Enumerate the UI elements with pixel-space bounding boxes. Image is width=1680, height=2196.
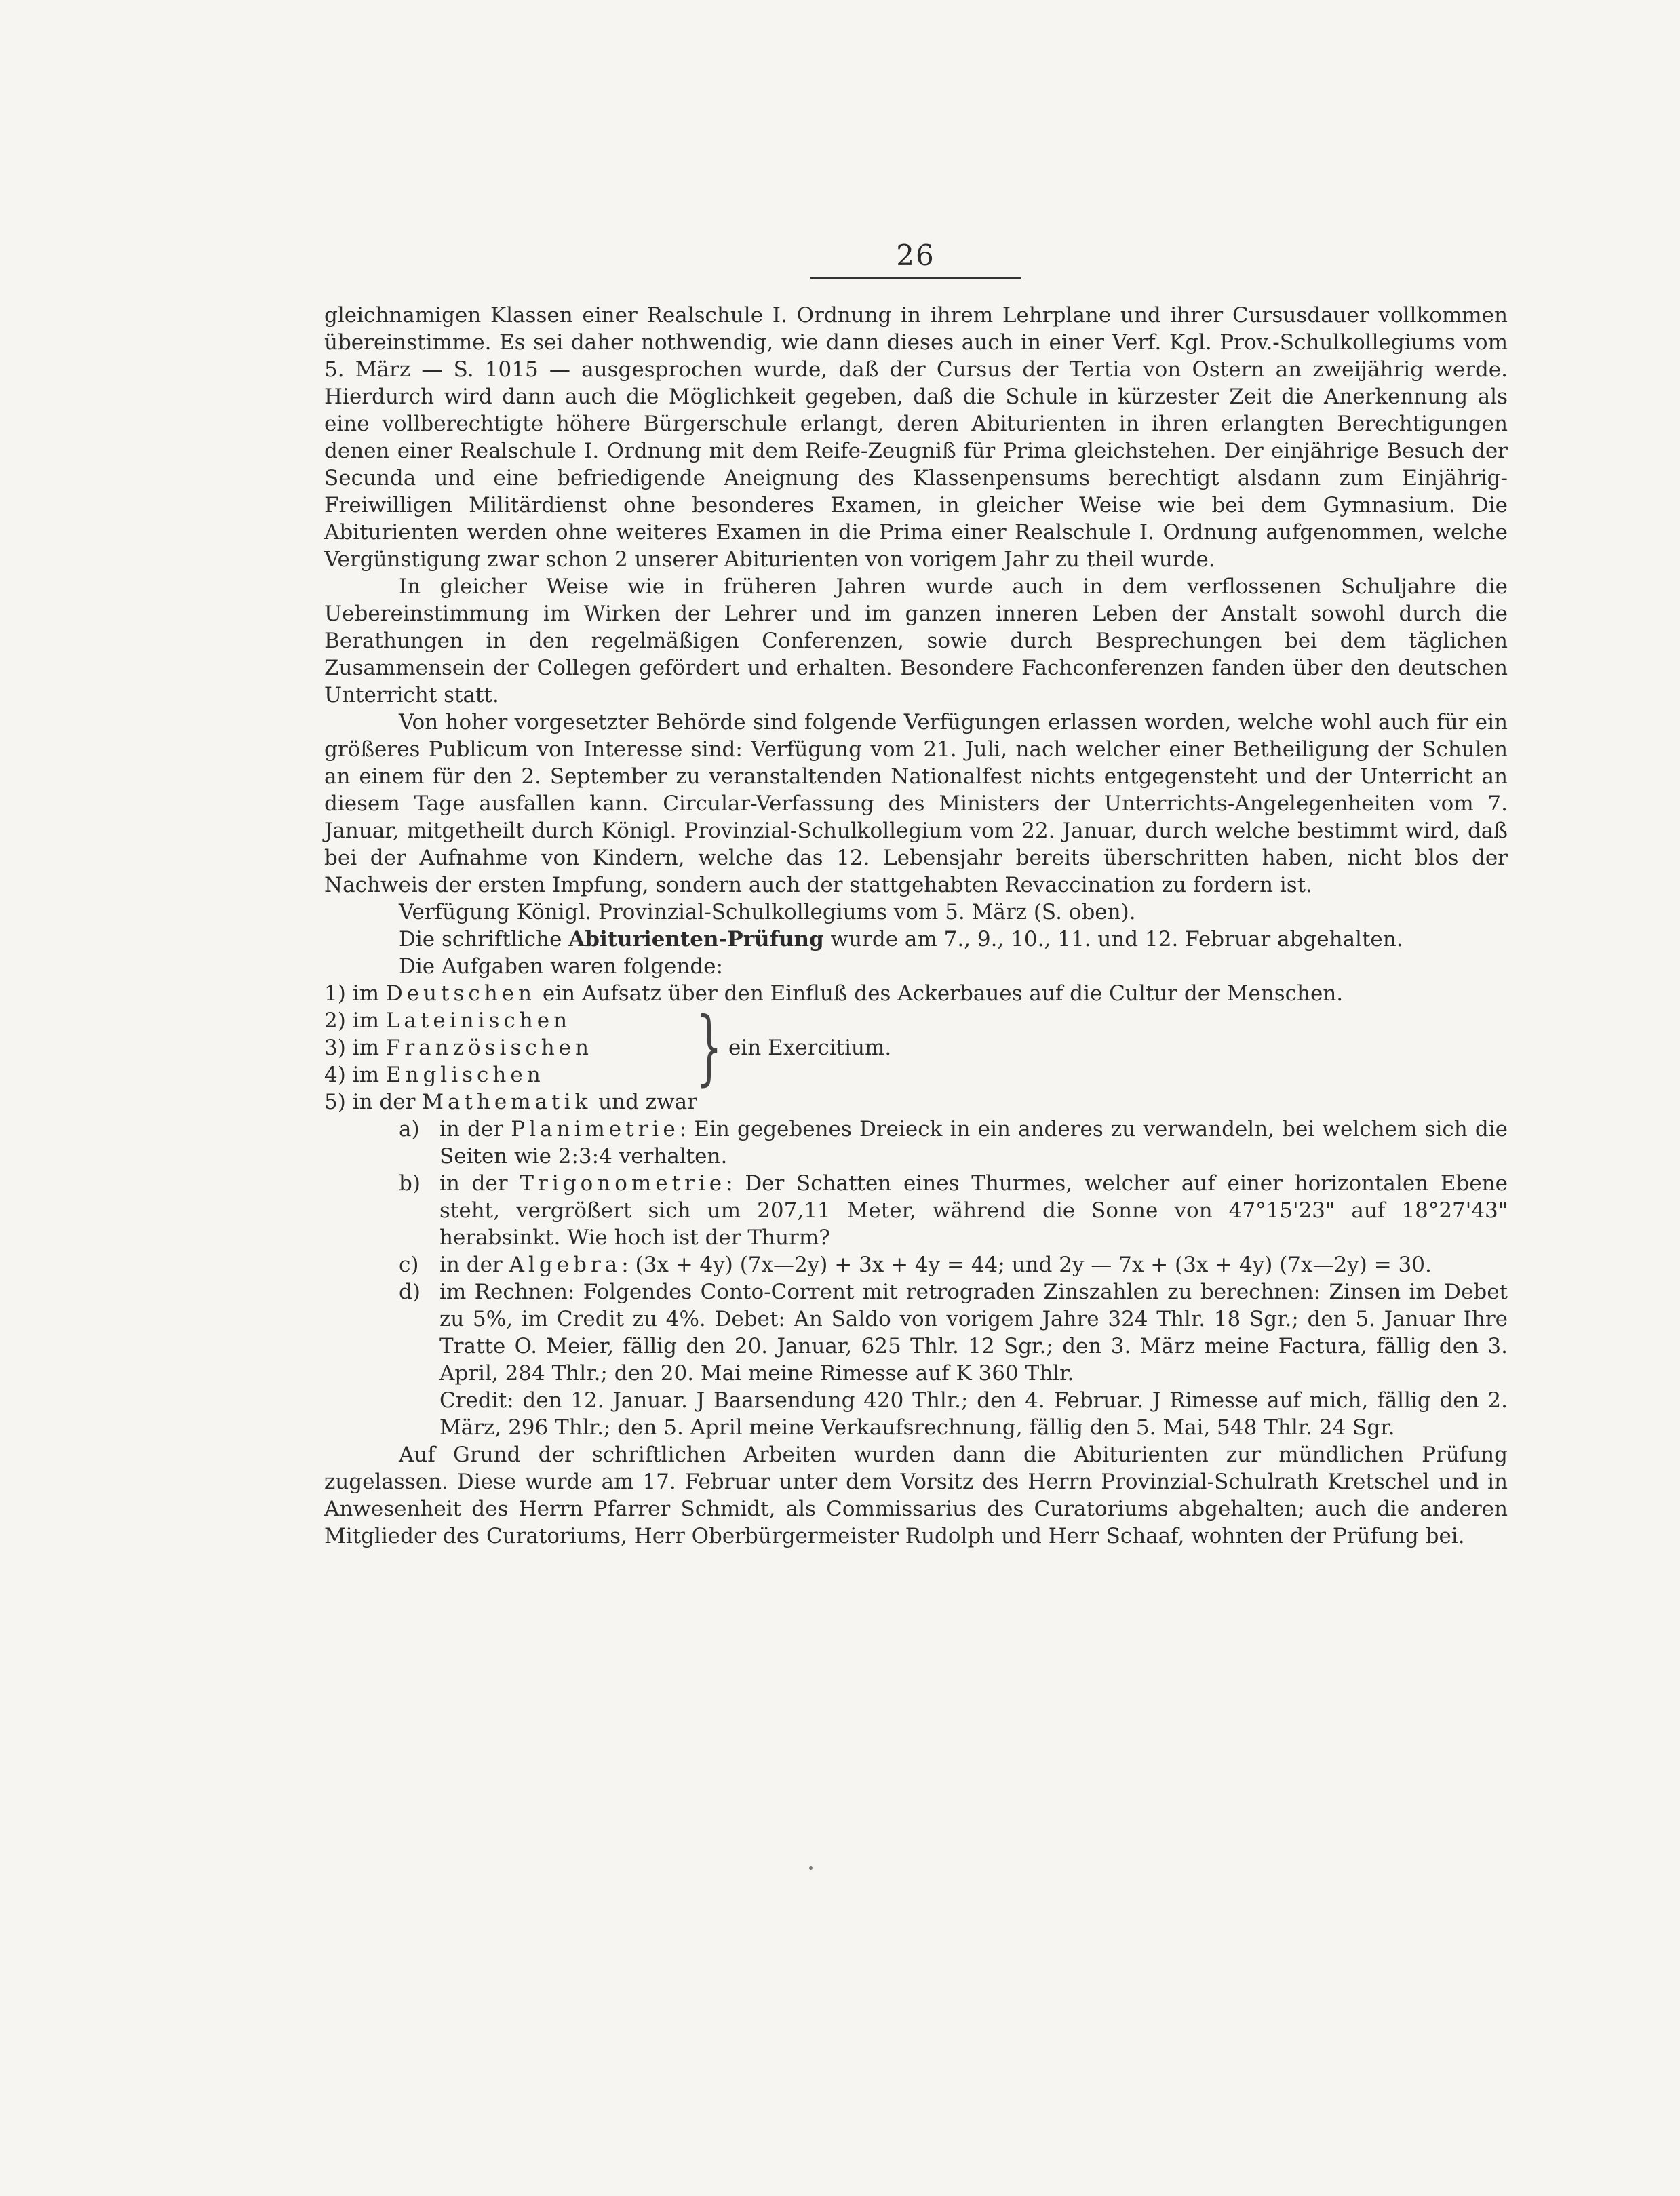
page-number: 26 (896, 239, 935, 272)
task-3 (324, 1034, 593, 1061)
brace-icon: } (696, 1000, 722, 1095)
subtask-c-mark: c) (399, 1253, 419, 1277)
task-1 (324, 980, 1508, 1007)
subtask-a (399, 1116, 1508, 1170)
language-task-label: ein Exercitium. (728, 1036, 892, 1060)
p5-bold-term: Abiturienten-Prüfung (568, 927, 824, 952)
language-task-lines (324, 1007, 593, 1089)
subtask-a-body (439, 1116, 1508, 1170)
subtask-c-body (439, 1251, 1508, 1278)
subtask-a-text: : Ein gegebenes Dreieck in ein anderes zu verwandeln, bei welchem sich die Seiten wie 2:3:4 verhalten. (439, 1117, 1508, 1169)
paragraph-2: In gleicher Weise wie in früheren Jahren wurde auch in dem verflossenen Schuljahre die Uebereinstimmung im Wirken der Lehrer und im ganzen inneren Leben der Anstalt sowohl durch die Berathungen in den regelmäßigen Conferenzen, sowie durch Besprechungen bei dem täglichen Zusammensein der Collegen gefördert und erhalten. Besondere Fachconferenzen fanden über den deutschen Unterricht statt. (324, 574, 1508, 707)
subtask-b-body (439, 1170, 1508, 1251)
p5-after: wurde am 7., 9., 10., 11. und 12. Februar abgehalten. (823, 927, 1403, 952)
task-4 (324, 1061, 593, 1089)
subtask-c-subject: Algebra (509, 1253, 622, 1277)
task-3-subject: Französischen (385, 1036, 593, 1060)
subtask-b-mark: b) (399, 1171, 421, 1196)
task-1-text: ein Aufsatz über den Einfluß des Ackerbaues auf die Cultur der Menschen. (536, 981, 1344, 1006)
header-rule (810, 277, 1021, 279)
paragraph-4: Verfügung Königl. Provinzial-Schulkollegiums vom 5. März (S. oben). (399, 900, 1136, 924)
subtask-b-pre: in der (439, 1171, 520, 1196)
math-subtasks (399, 1116, 1508, 1441)
task-2-subject: Lateinischen (385, 1008, 572, 1033)
task-2 (324, 1007, 593, 1034)
paragraph-1: gleichnamigen Klassen einer Realschule I. Ordnung in ihrem Lehrplane und ihrer Cursusdauer vollkommen übereinstimme. Es sei daher nothwendig, wie dann dieses auch in einer Verf. Kgl. Prov.-Schulkollegiums vom 5. März — S. 1015 — ausgesprochen wurde, daß der Cursus der Tertia von Ostern an zweijährig werde. Hierdurch wird dann auch die Möglichkeit gegeben, daß die Schule in kürzester Zeit die Anerkennung als eine vollberechtigte höhere Bürgerschule erlangt, deren Abiturienten in ihren erlangten Berechtigungen denen einer Realschule I. Ordnung mit dem Reife-Zeugniß für Prima gleichstehen. Der einjährige Besuch der Secunda und eine befriedigende Aneignung des Klassenpensums berechtigt alsdann zum Einjährig-Freiwilligen Militärdienst ohne besonderes Examen, in gleicher Weise wie bei dem Gymnasium. Die Abiturienten werden ohne weiteres Examen in die Prima einer Realschule I. Ordnung aufgenommen, welche Vergünstigung zwar schon 2 unserer Abiturienten von vorigem Jahr zu theil wurde. (324, 303, 1508, 572)
paragraph-5 (324, 926, 1508, 953)
p5-before: Die schriftliche (399, 927, 569, 952)
task-5-text: und zwar (591, 1090, 697, 1114)
subtask-d-credit: Credit: den 12. Januar. J Baarsendung 420 Thlr.; den 4. Februar. J Rimesse auf mich, fällig den 2. März, 296 Thlr.; den 5. April meine Verkaufsrechnung, fällig den 5. Mai, 548 Thlr. 24 Sgr. (439, 1388, 1508, 1440)
subtask-c (399, 1251, 1508, 1278)
subtask-c-pre: in der (439, 1253, 509, 1277)
subtask-d-text: im Rechnen: Folgendes Conto-Corrent mit retrograden Zinszahlen zu berechnen: Zinsen im Debet zu 5%, im Credit zu 4%. Debet: An Saldo von vorigem Jahre 324 Thlr. 18 Sgr.; den 5. Januar Ihre Tratte O. Meier, fällig den 20. Januar, 625 Thlr. 12 Sgr.; den 3. März meine Factura, fällig den 3. April, 284 Thlr.; den 20. Mai meine Rimesse auf K 360 Thlr. (439, 1280, 1508, 1386)
task-1-subject: Deutschen (385, 981, 536, 1006)
subtask-b-subject: Trigonometrie (520, 1171, 726, 1196)
subtask-a-mark: a) (399, 1117, 420, 1141)
subtask-b-text: : Der Schatten eines Thurmes, welcher auf einer horizontalen Ebene steht, vergrößert sich um 207,11 Meter, während die Sonne von 47°15'23" auf 18°27'43" herabsinkt. Wie hoch ist der Thurm? (439, 1171, 1508, 1250)
task-1-prefix: 1) im (324, 981, 386, 1006)
subtask-a-subject: Planimetrie (511, 1117, 680, 1141)
language-task-group (324, 1000, 1508, 1095)
task-5-prefix: 5) in der (324, 1090, 423, 1114)
task-3-prefix: 3) im (324, 1036, 386, 1060)
closing-paragraph: Auf Grund der schriftlichen Arbeiten wurden dann die Abiturienten zur mündlichen Prüfung zugelassen. Diese wurde am 17. Februar unter dem Vorsitz des Herrn Provinzial-Schulrath Kretschel und in Anwesenheit des Herrn Pfarrer Schmidt, als Commissarius des Curatoriums abgehalten; auch die anderen Mitglieder des Curatoriums, Herr Oberbürgermeister Rudolph und Herr Schaaf, wohnten der Prüfung bei. (324, 1443, 1508, 1548)
task-2-prefix: 2) im (324, 1008, 386, 1033)
task-4-prefix: 4) im (324, 1063, 386, 1087)
paper-speck (809, 1866, 813, 1870)
subtask-d-mark: d) (399, 1280, 421, 1304)
task-5 (324, 1089, 1508, 1116)
subtask-a-pre: in der (439, 1117, 511, 1141)
task-4-subject: Englischen (385, 1063, 545, 1087)
subtask-c-text: : (3x + 4y) (7x—2y) + 3x + 4y = 44; und 2y — 7x + (3x + 4y) (7x—2y) = 30. (621, 1253, 1432, 1277)
subtask-b (399, 1170, 1508, 1251)
task-5-subject: Mathematik (422, 1090, 592, 1114)
subtask-d-body (439, 1278, 1508, 1441)
subtask-d (399, 1278, 1508, 1441)
body-text (324, 302, 1508, 1550)
paragraph-6: Die Aufgaben waren folgende: (399, 954, 723, 979)
paragraph-3: Von hoher vorgesetzter Behörde sind folgende Verfügungen erlassen worden, welche wohl auch für ein größeres Publicum von Interesse sind: Verfügung vom 21. Juli, nach welcher einer Betheiligung der Schulen an einem für den 2. September zu veranstaltenden Nationalfest nichts entgegensteht und der Unterricht an diesem Tage ausfallen kann. Circular-Verfassung des Ministers der Unterrichts-Angelegenheiten vom 7. Januar, mitgetheilt durch Königl. Provinzial-Schulkollegium vom 22. Januar, durch welche bestimmt wird, daß bei der Aufnahme von Kindern, welche das 12. Lebensjahr bereits überschritten haben, nicht blos der Nachweis der ersten Impfung, sondern auch der stattgehabten Revaccination zu fordern ist. (324, 710, 1508, 897)
